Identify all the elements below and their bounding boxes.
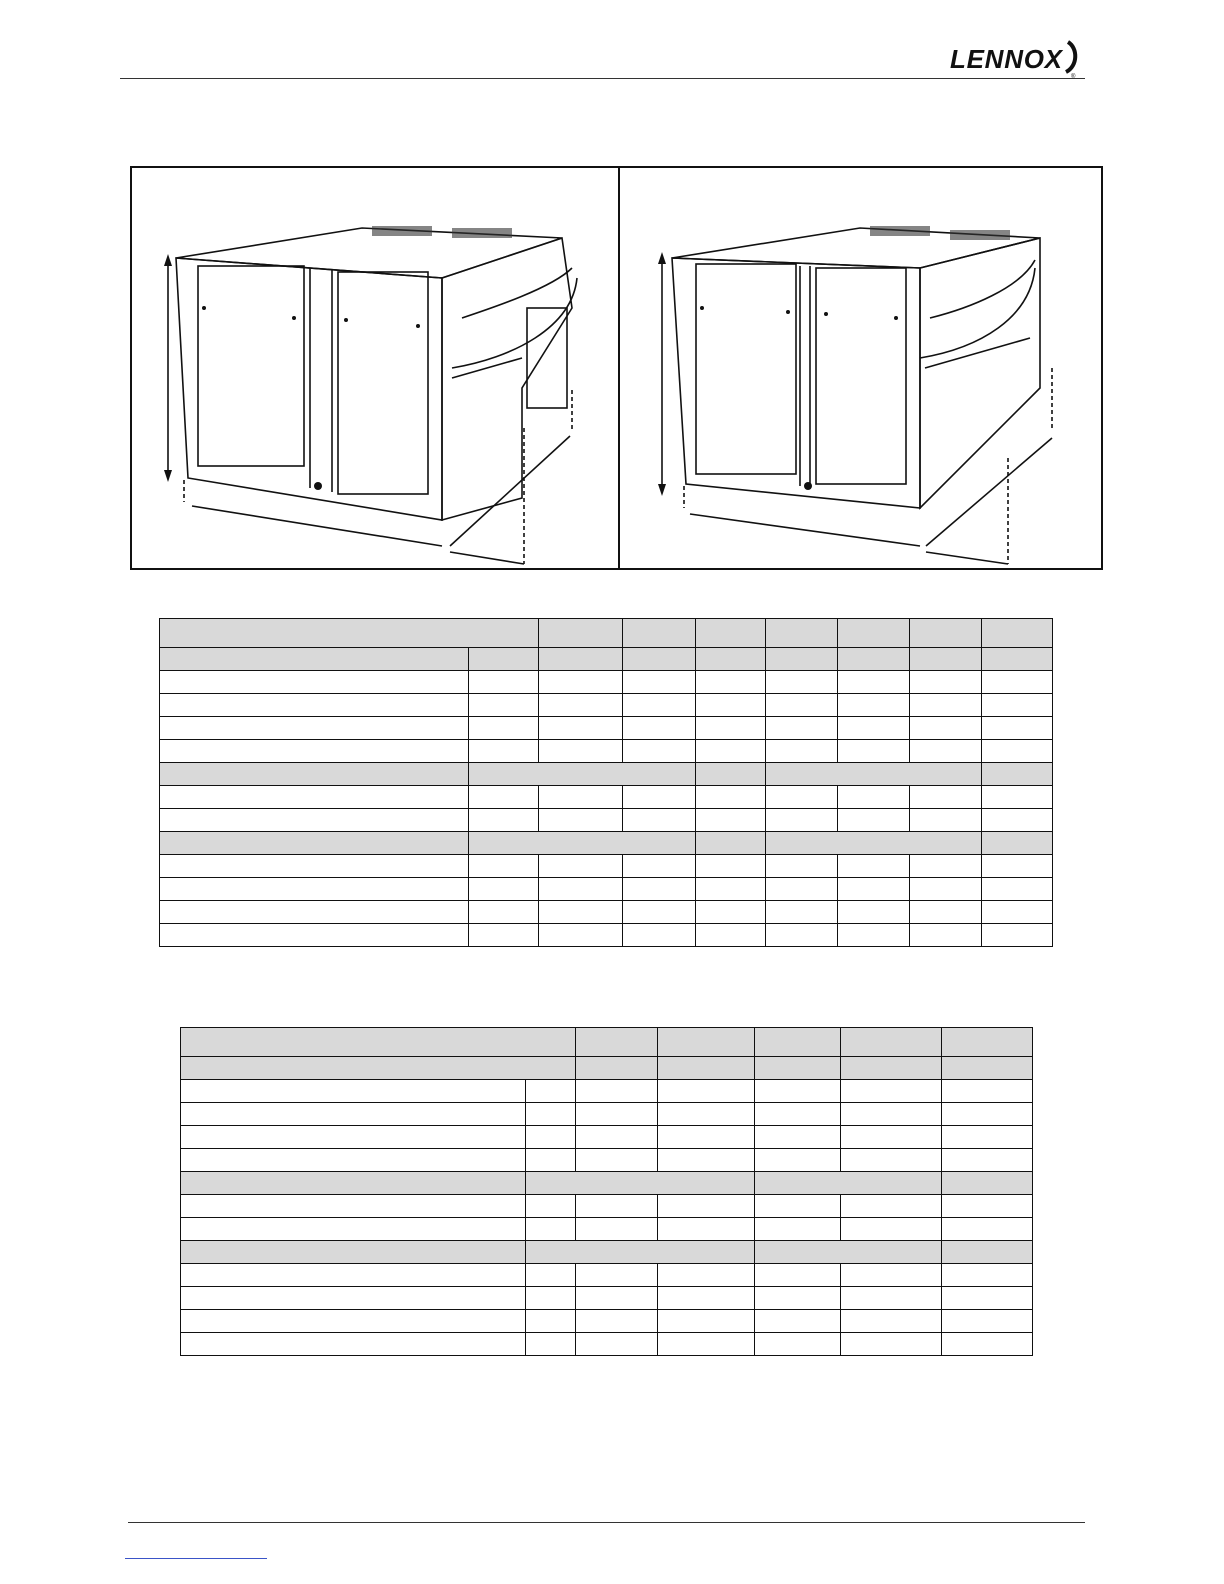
table-cell [766,878,838,901]
table-row [160,924,1053,947]
table-cell [942,1218,1033,1241]
table-cell [469,855,539,878]
table-cell [841,1218,942,1241]
table-row [181,1080,1033,1103]
table-cell [469,878,539,901]
table-cell [469,763,696,786]
table-cell [841,1264,942,1287]
table-cell [539,648,623,671]
table-cell [658,1149,755,1172]
table-cell [841,1057,942,1080]
table-cell [755,1195,841,1218]
table-cell [982,878,1053,901]
table-cell [942,1149,1033,1172]
table-cell [696,694,766,717]
table-cell [982,763,1053,786]
table-cell [160,619,539,648]
table-cell [942,1028,1033,1057]
table-cell [838,786,910,809]
table-cell [658,1103,755,1126]
footer-link[interactable] [125,1558,267,1559]
table-cell [838,809,910,832]
table-cell [942,1333,1033,1356]
table-cell [942,1126,1033,1149]
table-cell [623,878,696,901]
table-cell [576,1028,658,1057]
table-cell [576,1103,658,1126]
table-cell [942,1241,1033,1264]
table-cell [838,694,910,717]
table-cell [755,1218,841,1241]
table-cell [576,1080,658,1103]
table-cell [539,901,623,924]
table-cell [755,1333,841,1356]
table-cell [623,694,696,717]
table-cell [181,1103,526,1126]
table-cell [838,901,910,924]
table-cell [526,1149,576,1172]
table-cell [755,1080,841,1103]
table-cell [982,648,1053,671]
table-cell [576,1149,658,1172]
table-cell [910,924,982,947]
table-cell [838,619,910,648]
table-cell [766,763,982,786]
table-cell [469,809,539,832]
table-cell [982,832,1053,855]
table-cell [982,809,1053,832]
table-cell [696,809,766,832]
table-cell [526,1195,576,1218]
figure-frame [130,166,1103,570]
table-cell [160,832,469,855]
table-cell [623,717,696,740]
table-cell [841,1310,942,1333]
table-cell [910,740,982,763]
table-cell [982,901,1053,924]
header-rule [120,78,1085,79]
table-cell [982,786,1053,809]
table-cell [658,1310,755,1333]
table-cell [838,855,910,878]
table-cell [755,1172,942,1195]
table-header-row [160,619,1053,648]
table-cell [526,1080,576,1103]
table-cell [160,740,469,763]
table-cell [942,1057,1033,1080]
table-row [181,1126,1033,1149]
table-cell [982,924,1053,947]
table-cell [696,671,766,694]
table-cell [469,901,539,924]
table-cell [766,717,838,740]
table-row [181,1195,1033,1218]
table-row [160,786,1053,809]
table-cell [838,924,910,947]
unit-view-right [620,168,1101,568]
table-cell [910,901,982,924]
table-cell [910,694,982,717]
table-cell [469,648,539,671]
table-cell [766,809,838,832]
table-row [160,694,1053,717]
table-cell [623,740,696,763]
table-cell [755,1310,841,1333]
table-cell [576,1310,658,1333]
table-cell [181,1080,526,1103]
table-cell [755,1287,841,1310]
table-cell [469,924,539,947]
table-cell [539,740,623,763]
table-cell [838,740,910,763]
table-row [181,1103,1033,1126]
table-cell [766,648,838,671]
table-cell [181,1057,576,1080]
table-cell [623,809,696,832]
table-cell [526,1287,576,1310]
table-cell [982,619,1053,648]
table-cell [910,648,982,671]
table-cell [576,1057,658,1080]
table-cell [160,717,469,740]
table-cell [942,1172,1033,1195]
table-cell [469,786,539,809]
table-cell [838,717,910,740]
table-cell [755,1264,841,1287]
table-cell [181,1218,526,1241]
table-cell [755,1103,841,1126]
table-cell [942,1287,1033,1310]
table-cell [766,619,838,648]
table-cell [539,671,623,694]
table-cell [658,1126,755,1149]
table-cell [469,832,696,855]
table-cell [539,694,623,717]
table-cell [696,717,766,740]
table-row [181,1218,1033,1241]
table-cell [696,878,766,901]
table-cell [526,1126,576,1149]
table-cell [696,832,766,855]
table-cell [160,809,469,832]
table-row [160,671,1053,694]
table-cell [766,832,982,855]
table-cell [841,1126,942,1149]
table-cell [160,694,469,717]
table-section-row [160,763,1053,786]
table-cell [942,1264,1033,1287]
table-cell [160,648,469,671]
table-cell [658,1028,755,1057]
table-row [181,1310,1033,1333]
table-cell [766,740,838,763]
table-cell [658,1218,755,1241]
table-cell [942,1195,1033,1218]
table-cell [838,648,910,671]
table-cell [910,855,982,878]
table-cell [755,1057,841,1080]
table-section-row [181,1172,1033,1195]
table-cell [160,901,469,924]
table-cell [160,924,469,947]
table-cell [181,1264,526,1287]
table-cell [576,1264,658,1287]
table-cell [469,717,539,740]
table-cell [181,1241,526,1264]
table-cell [841,1149,942,1172]
table-cell [838,878,910,901]
table-cell [469,671,539,694]
table-cell [841,1080,942,1103]
table-cell [910,671,982,694]
table-cell [841,1287,942,1310]
table-row [181,1264,1033,1287]
dimensions-table-1 [159,618,1053,947]
table-cell [576,1333,658,1356]
table-cell [942,1310,1033,1333]
unit-view-left [132,168,618,568]
table-cell [696,924,766,947]
table-cell [623,786,696,809]
table-cell [841,1028,942,1057]
table-cell [766,901,838,924]
table-cell [766,786,838,809]
table-cell [658,1333,755,1356]
table-cell [539,717,623,740]
table-cell [910,786,982,809]
table-cell [755,1241,942,1264]
table-cell [539,924,623,947]
table-section-row [160,648,1053,671]
table-cell [766,671,838,694]
table-cell [181,1287,526,1310]
table-cell [526,1310,576,1333]
table-cell [623,619,696,648]
table-section-row [181,1241,1033,1264]
table-cell [526,1333,576,1356]
table-cell [526,1172,755,1195]
table-header-row [181,1028,1033,1057]
table-cell [696,786,766,809]
table-cell [910,878,982,901]
table-cell [982,855,1053,878]
table-row [160,809,1053,832]
table-cell [696,619,766,648]
table-cell [181,1310,526,1333]
footer-rule [128,1522,1085,1523]
table-cell [181,1126,526,1149]
table-cell [982,717,1053,740]
table-cell [766,694,838,717]
table-cell [696,855,766,878]
table-row [160,740,1053,763]
table-cell [469,740,539,763]
table-row [160,855,1053,878]
table-row [160,878,1053,901]
table-cell [696,763,766,786]
table-cell [910,717,982,740]
table-cell [658,1080,755,1103]
table-cell [623,924,696,947]
table-cell [539,878,623,901]
table-cell [576,1195,658,1218]
table-cell [623,901,696,924]
brand-text: LENNOX [950,44,1062,74]
table-cell [469,694,539,717]
table-cell [942,1080,1033,1103]
table-cell [982,671,1053,694]
table-cell [766,855,838,878]
table-cell [160,878,469,901]
table-cell [841,1333,942,1356]
table-cell [160,671,469,694]
table-cell [576,1218,658,1241]
table-cell [658,1287,755,1310]
table-cell [576,1126,658,1149]
table-cell [526,1264,576,1287]
table-cell [658,1195,755,1218]
table-cell [910,809,982,832]
table-cell [623,671,696,694]
table-cell [841,1195,942,1218]
table-section-row [181,1057,1033,1080]
table-row [160,901,1053,924]
table-row [181,1149,1033,1172]
table-cell [160,763,469,786]
rooftop-unit-drawing [132,168,618,568]
table-cell [982,694,1053,717]
table-cell [526,1241,755,1264]
rooftop-unit-drawing [620,168,1101,568]
table-section-row [160,832,1053,855]
table-cell [696,648,766,671]
table-cell [755,1149,841,1172]
table-cell [766,924,838,947]
table-cell [181,1195,526,1218]
lennox-logo [944,38,1084,78]
table-cell [982,740,1053,763]
table-row [181,1333,1033,1356]
table-cell [181,1333,526,1356]
table-cell [658,1264,755,1287]
table-cell [696,901,766,924]
table-cell [696,740,766,763]
table-cell [160,855,469,878]
table-row [160,717,1053,740]
table-cell [910,619,982,648]
table-cell [838,671,910,694]
table-cell [539,619,623,648]
table-cell [623,648,696,671]
table-cell [623,855,696,878]
table-cell [181,1028,576,1057]
table-cell [181,1149,526,1172]
table-cell [841,1103,942,1126]
dimensions-table-2 [180,1027,1033,1356]
table-cell [539,855,623,878]
table-cell [942,1103,1033,1126]
table-cell [658,1057,755,1080]
table-cell [160,786,469,809]
table-cell [526,1218,576,1241]
table-row [181,1287,1033,1310]
table-cell [755,1028,841,1057]
table-cell [526,1103,576,1126]
table-cell [576,1287,658,1310]
table-cell [539,809,623,832]
svg-text:®: ® [1071,74,1076,78]
table-cell [539,786,623,809]
table-cell [181,1172,526,1195]
table-cell [755,1126,841,1149]
